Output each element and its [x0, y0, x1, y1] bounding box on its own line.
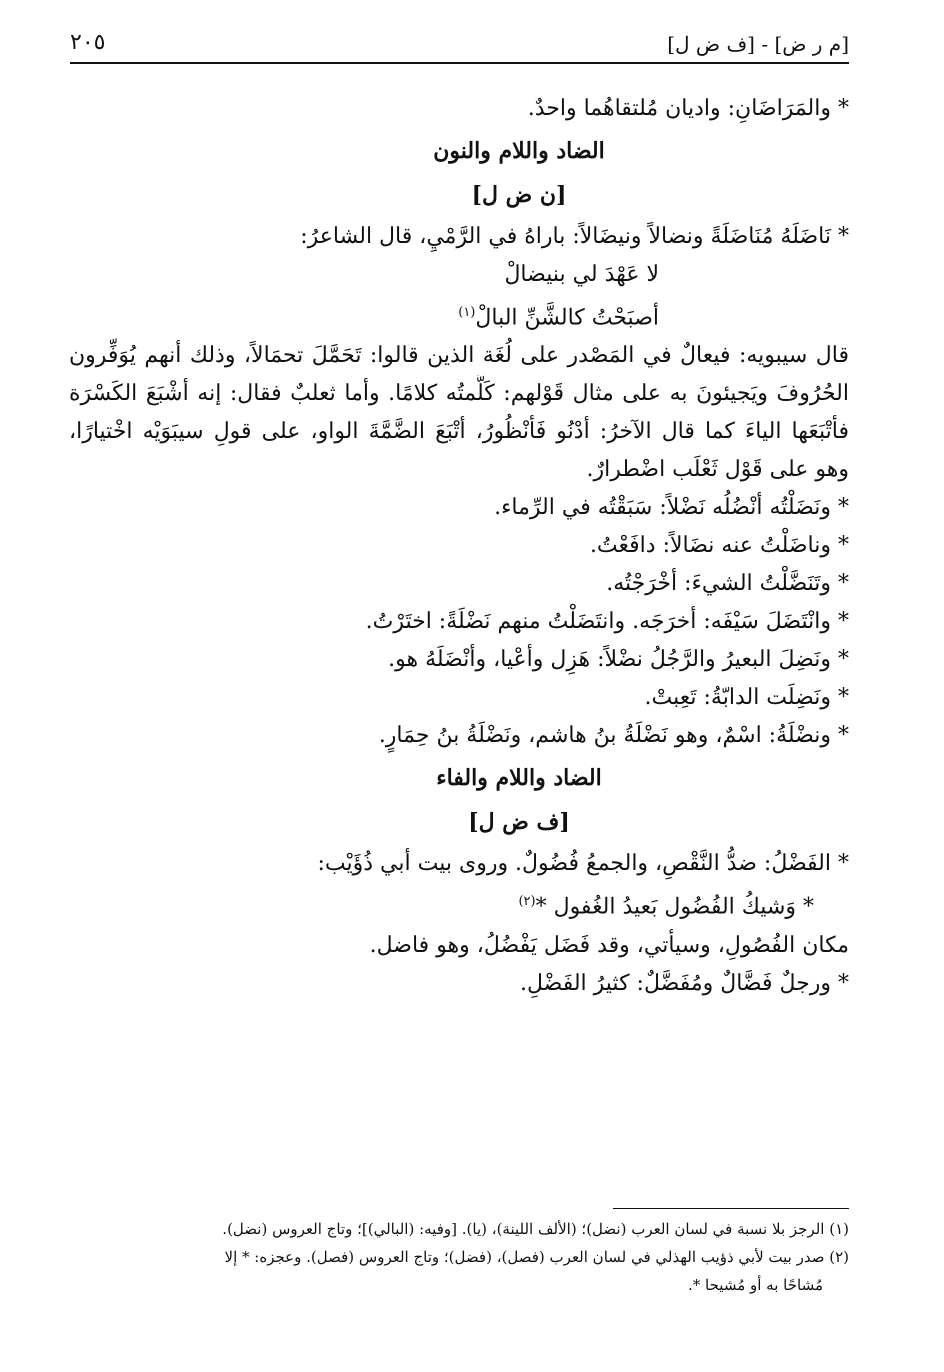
entry-line: * وناضَلْتُ عنه نضَالاً: دافَعْتُ. — [589, 533, 849, 559]
footnotes — [69, 1208, 849, 1299]
footnote-marker: (١) — [458, 305, 476, 320]
footnote: (١) الرجز بلا نسبة في لسان العرب (نضل)؛ (الألف اللينة)، (يا). [وفيه: (البالي)]؛ وتاج العروس (نضل). — [222, 1220, 849, 1238]
quoted-verse — [69, 883, 849, 926]
paragraph-line: فأتْبَعَها الياءَ كما قال الآخرُ: أدْنُو فَأنْظُورُ، أتْبَعَ الضَّمَّةَ الواو، على قولِ سيبَوَيْه اخْتيارًا، — [69, 419, 849, 445]
verse-text: أصبَحْتُ كالشَّنِّ البالْ — [475, 305, 659, 331]
entry-line: * الفَضْلُ: ضدُّ النَّقْصِ، والجمعُ فُضُولٌ. وروى بيت أبي ذُؤَيْب: — [317, 851, 849, 877]
page-number: ٢٠٥ — [70, 30, 106, 55]
paragraph-line: مكان الفُصُولِ، وسيأتي، وقد فَضَل يَفْضُلُ، وهو فاضل. — [369, 932, 849, 958]
quote-text: * وَشيكُ الفُضُول بَعيدُ الغُفول * — [535, 894, 814, 920]
page-header — [70, 28, 849, 64]
entry-line: * ورجلٌ فَضَّالٌ ومُفَضَّلٌ: كثيرُ الفَضْلِ. — [519, 970, 849, 996]
paragraph-line: وهو على قَوْل ثَعْلَب اضْطرارٌ. — [586, 457, 849, 483]
entry-line: * والمَرَاضَانِ: واديان مُلتقاهُما واحدٌ. — [527, 96, 849, 121]
entry-line: * وتَنَضَّلْتُ الشيءَ: أخْرَجْتُه. — [606, 571, 849, 597]
paragraph-line: الحُرُوفَ ويَجيئونَ به على مثال قَوْلهم: كَلَّمتُه كلامًا. وأما ثعلبٌ فقال: إنه أشْبَعَ الكَسْرَة — [69, 381, 849, 407]
running-head: [م ر ض] - [ف ض ل] — [667, 32, 849, 56]
root-heading: [ن ض ل] — [471, 182, 567, 208]
paragraph-line: قال سيبويه: فيعالٌ في المَصْدر على لُغَة الذين قالوا: تَحَمَّلَ تحمَالاً، وذلك أنهم يُوَفِّرون — [69, 343, 849, 369]
entry-line: * ونضْلَةُ: اسْمٌ، وهو نَضْلَةُ بنُ هاشم، ونَضْلَةُ بنُ حِمَارٍ. — [378, 723, 849, 749]
footnote-marker: (٢) — [518, 894, 536, 910]
verse-line — [69, 294, 849, 337]
footnote — [69, 1243, 849, 1299]
entry-line: * ونَضَلْتُه أنْضُلُه نَضْلاً: سَبَقْتُه في الرِّماء. — [494, 495, 849, 521]
verse-line: لا عَهْدَ لي بنيضالْ — [504, 262, 659, 287]
root-heading: [ف ض ل] — [468, 809, 570, 836]
footnote-text: (٢) صدر بيت لأبي ذؤيب الهذلي في لسان العرب (فصل)، (فضل)؛ وتاج العروس (فصل). وعجزه: * إلا — [224, 1248, 849, 1266]
main-text — [69, 90, 849, 1003]
footnote-divider — [613, 1208, 849, 1209]
entry-line: * ونَضِلَت الدابّةُ: تَعِبتْ. — [644, 685, 849, 711]
entry-line: * ونَضِلَ البعيرُ والرَّجُلُ نضْلاً: هَزِل وأعْيا، وأنْضَلَهُ هو. — [388, 647, 849, 673]
entry-line: * نَاضَلَهُ مُنَاضَلَةً ونضالاً ونيضَالاً: باراهُ في الرَّمْيِ، قال الشاعرُ: — [300, 224, 849, 249]
section-title: الضاد واللام والفاء — [436, 765, 602, 792]
footnote-continuation: مُشاحًا به أو مُشيحا *. — [688, 1276, 823, 1294]
entry-line: * وانْتَضَلَ سَيْفَه: أخرَجَه. وانتَضَلْتُ منهم نَضْلَةً: اختَرْتُ. — [365, 609, 849, 635]
section-title: الضاد واللام والنون — [433, 138, 605, 164]
